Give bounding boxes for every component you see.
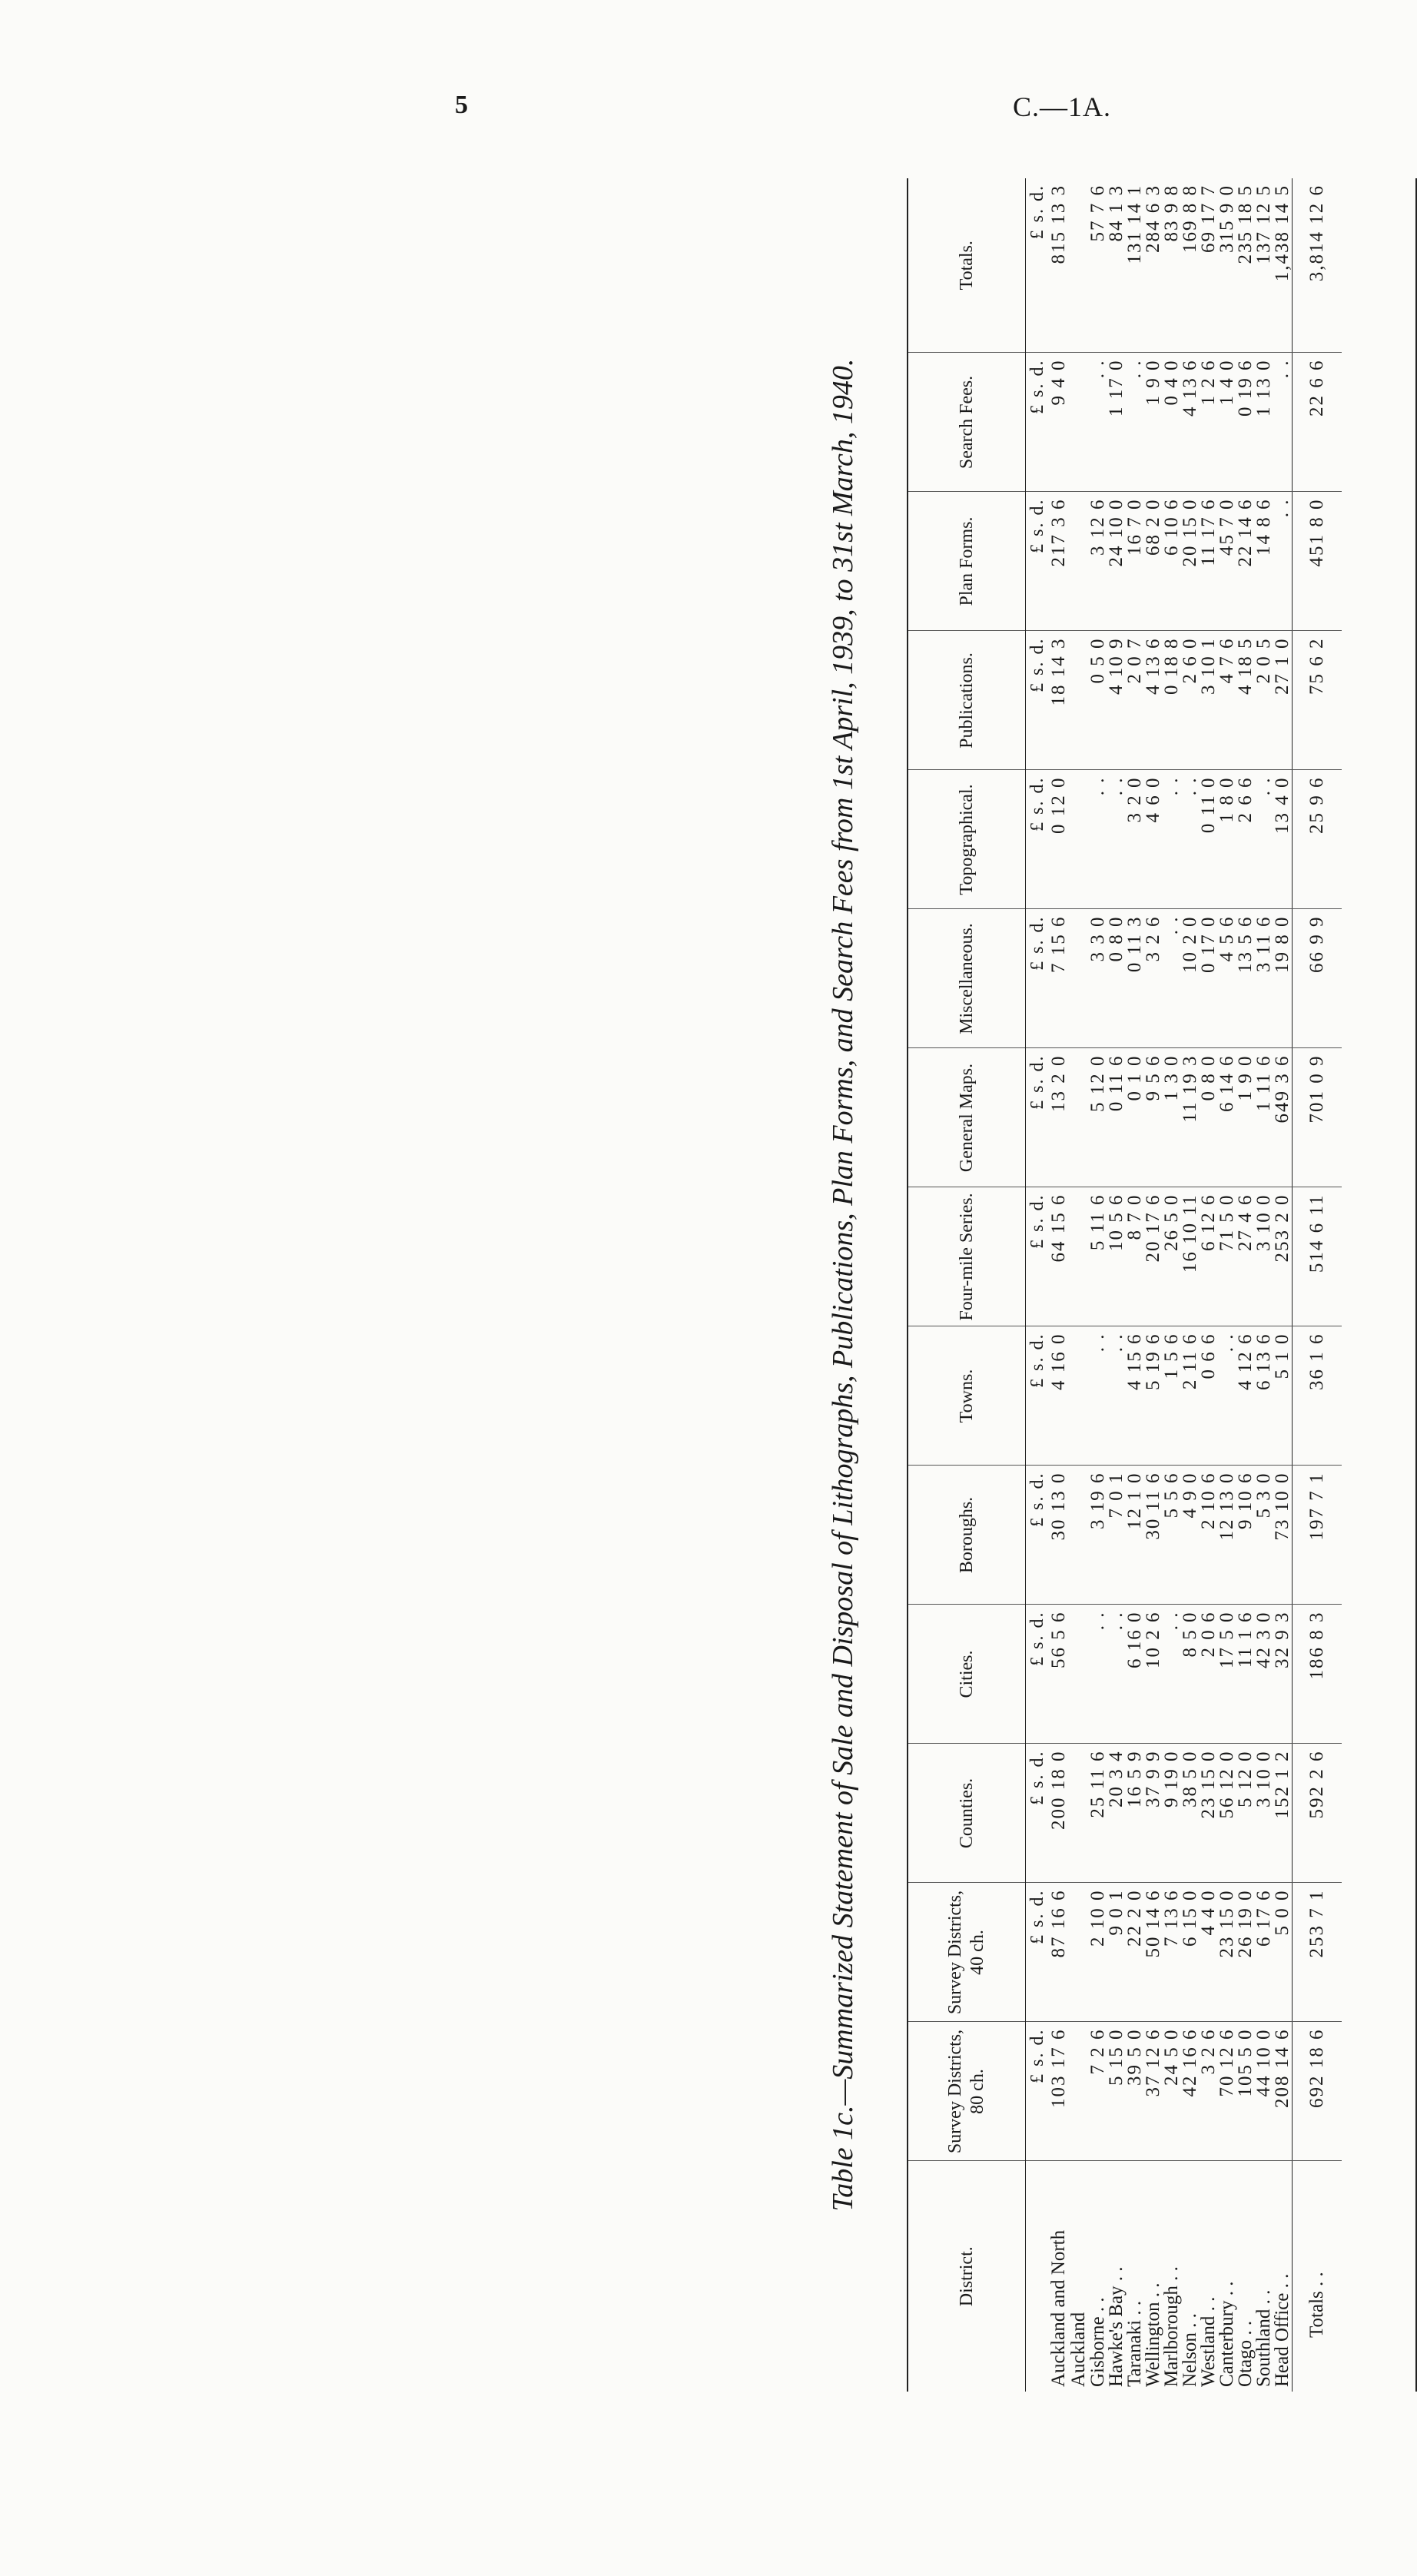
value-cell: 5 12 0 (1236, 1744, 1255, 1883)
value-cell: 44 10 0 (1255, 2022, 1273, 2161)
value-cell: 20 17 6 (1144, 1187, 1163, 1326)
district-cell: Westland . . (1200, 2161, 1218, 2392)
value-cell: 8 5 0 (1181, 1605, 1200, 1744)
value-cell: 235 18 5 (1235, 184, 1256, 264)
table-row (1200, 178, 1218, 2392)
value-cell: . . (1273, 492, 1293, 631)
value-cell: 64 15 6 (1049, 1187, 1089, 1326)
value-cell: 6 14 6 (1218, 1048, 1236, 1187)
value-cell: 5 15 0 (1107, 2022, 1126, 2161)
value-cell: 4 15 6 (1126, 1326, 1144, 1466)
value-cell: 3 10 0 (1255, 1744, 1273, 1883)
value-cell: 25 11 6 (1089, 1744, 1107, 1883)
value-cell: 3 2 6 (1200, 2022, 1218, 2161)
value-cell: 4 7 6 (1218, 631, 1236, 770)
table-container (907, 178, 1417, 2392)
sheet-reference: C.—1A. (1013, 91, 1112, 122)
district-cell: Gisborne . . (1089, 2161, 1107, 2392)
table-row (1049, 178, 1089, 2392)
value-cell: 7 13 6 (1163, 1883, 1181, 2022)
value-cell: 16 10 11 (1181, 1187, 1200, 1326)
value-cell: 6 17 6 (1255, 1883, 1273, 2022)
units-cell: £ s. d. (1027, 184, 1047, 240)
value-cell: 87 16 6 (1049, 1883, 1089, 2022)
value-cell: 26 19 0 (1236, 1883, 1255, 2022)
value-cell: 7 15 6 (1049, 909, 1089, 1048)
units-cell: £ s. d. (1026, 1744, 1050, 1883)
value-cell: . . (1163, 770, 1181, 909)
value-cell: 56 5 6 (1049, 1605, 1089, 1744)
units-cell: £ s. d. (1026, 1605, 1050, 1744)
value-cell: 24 5 0 (1163, 2022, 1181, 2161)
value-cell: 2 0 7 (1126, 631, 1144, 770)
value-cell: 0 8 0 (1200, 1048, 1218, 1187)
value-cell: 3 10 1 (1200, 631, 1218, 770)
col-header-general-maps: General Maps. (908, 1048, 1026, 1187)
table-row (1144, 178, 1163, 2392)
value-cell: . . (1107, 1326, 1126, 1466)
value-cell: 1 9 0 (1236, 1048, 1255, 1187)
value-cell: 105 5 0 (1236, 2022, 1255, 2161)
value-cell: 1 11 6 (1255, 1048, 1273, 1187)
district-cell: Hawke's Bay . . (1107, 2161, 1126, 2392)
rotated-table-block (807, 178, 1410, 2392)
value-cell: 103 17 6 (1049, 2022, 1089, 2161)
value-cell: 14 8 6 (1255, 492, 1273, 631)
value-cell: 815 13 3 (1048, 184, 1069, 264)
value-cell: 4 12 6 (1236, 1326, 1255, 1466)
value-cell: 0 18 8 (1163, 631, 1181, 770)
value-cell: 13 2 0 (1049, 1048, 1089, 1187)
value-cell: 253 2 0 (1273, 1187, 1293, 1326)
value-cell: 1 9 0 (1144, 353, 1163, 492)
value-cell: 5 19 6 (1144, 1326, 1163, 1466)
units-cell: £ s. d. (1026, 353, 1050, 492)
col-header-search-fees: Search Fees. (908, 353, 1026, 492)
value-cell: 20 15 0 (1181, 492, 1200, 631)
value-cell: . . (1218, 1326, 1236, 1466)
value-cell: 9 4 0 (1049, 353, 1089, 492)
value-cell: . . (1181, 770, 1200, 909)
value-cell: 5 1 0 (1273, 1326, 1293, 1466)
units-cell: £ s. d. (1026, 492, 1050, 631)
value-cell: 284 6 3 (1143, 184, 1163, 253)
units-cell: £ s. d. (1026, 1187, 1050, 1326)
value-cell: 26 5 0 (1163, 1187, 1181, 1326)
value-cell: 2 10 6 (1200, 1466, 1218, 1605)
value-cell: 27 1 0 (1273, 631, 1293, 770)
value-cell: 57 7 6 (1087, 184, 1108, 242)
value-cell: 68 2 0 (1144, 492, 1163, 631)
value-cell: 1 2 6 (1200, 353, 1218, 492)
value-cell: 1 8 0 (1218, 770, 1236, 909)
value-cell: 22 2 0 (1126, 1883, 1144, 2022)
district-cell: Marlborough . . (1163, 2161, 1181, 2392)
units-cell: £ s. d. (1026, 1326, 1050, 1466)
value-cell: 9 10 6 (1236, 1466, 1255, 1605)
value-cell: . . (1089, 353, 1107, 492)
district-cell: Nelson . . (1181, 2161, 1200, 2392)
value-cell: 24 10 0 (1107, 492, 1126, 631)
value-cell: . . (1089, 1326, 1107, 1466)
units-cell: £ s. d. (1026, 1466, 1050, 1605)
table-row (1126, 178, 1144, 2392)
value-cell: 10 2 0 (1181, 909, 1200, 1048)
value-cell: . . (1163, 1605, 1181, 1744)
value-cell: 11 1 6 (1236, 1605, 1255, 1744)
value-cell: 7 0 1 (1107, 1466, 1126, 1605)
value-cell: 42 16 6 (1181, 2022, 1200, 2161)
value-cell: 70 12 6 (1218, 2022, 1236, 2161)
col-header-cities: Cities. (908, 1605, 1026, 1744)
value-cell: 2 6 6 (1236, 770, 1255, 909)
value-cell: 200 18 0 (1049, 1744, 1089, 1883)
value-cell: 13 4 0 (1273, 770, 1293, 909)
col-header-boroughs: Boroughs. (908, 1466, 1026, 1605)
col-header-sd80: Survey Districts, 80 ch. (908, 2022, 1026, 2161)
page-number: 5 (455, 91, 468, 119)
table-row (1273, 178, 1293, 2392)
col-header-totals: Totals. (908, 178, 1026, 353)
value-cell: 649 3 6 (1273, 1048, 1293, 1187)
value-cell: 84 1 3 (1106, 184, 1127, 242)
value-cell: . . (1126, 353, 1144, 492)
value-cell: 12 1 0 (1126, 1466, 1144, 1605)
value-cell: 39 5 0 (1126, 2022, 1144, 2161)
value-cell: 6 15 0 (1181, 1883, 1200, 2022)
totals-cell: 75 6 2 (1293, 631, 1342, 770)
totals-cell: 22 6 6 (1293, 353, 1342, 492)
value-cell: 0 4 0 (1163, 353, 1181, 492)
totals-row (1293, 178, 1342, 2392)
value-cell: 7 2 6 (1089, 2022, 1107, 2161)
district-cell: Head Office . . (1273, 2161, 1293, 2392)
value-cell: 4 5 6 (1218, 909, 1236, 1048)
value-cell: 0 12 0 (1049, 770, 1089, 909)
table-body (1026, 178, 1342, 2392)
col-header-district: District. (908, 2161, 1026, 2392)
totals-cell: 197 7 1 (1293, 1466, 1342, 1605)
value-cell: 0 1 0 (1126, 1048, 1144, 1187)
value-cell: 4 6 0 (1144, 770, 1163, 909)
district-cell: Canterbury . . (1218, 2161, 1236, 2392)
value-cell: 71 5 0 (1218, 1187, 1236, 1326)
value-cell: 1 5 6 (1163, 1326, 1181, 1466)
totals-cell: 701 0 9 (1293, 1048, 1342, 1187)
value-cell: 9 0 1 (1107, 1883, 1126, 2022)
units-cell: £ s. d. (1026, 770, 1050, 909)
value-cell: 169 8 8 (1180, 184, 1200, 253)
value-cell: 4 13 6 (1181, 353, 1200, 492)
value-cell: . . (1255, 770, 1273, 909)
value-cell: 50 14 6 (1144, 1883, 1163, 2022)
units-cell: £ s. d. (1026, 1048, 1050, 1187)
table-row (1255, 178, 1273, 2392)
totals-cell: 36 1 6 (1293, 1326, 1342, 1466)
totals-cell: 66 9 9 (1293, 909, 1342, 1048)
value-cell: 5 3 0 (1255, 1466, 1273, 1605)
value-cell: 56 12 0 (1218, 1744, 1236, 1883)
value-cell: 5 11 6 (1089, 1187, 1107, 1326)
value-cell: . . (1089, 770, 1107, 909)
totals-cell: 186 8 3 (1293, 1605, 1342, 1744)
district-cell: Wellington . . (1144, 2161, 1163, 2392)
value-cell: 9 5 6 (1144, 1048, 1163, 1187)
value-cell: 45 7 0 (1218, 492, 1236, 631)
value-cell: 4 18 5 (1236, 631, 1255, 770)
value-cell: 10 5 6 (1107, 1187, 1126, 1326)
value-cell: 30 11 6 (1144, 1466, 1163, 1605)
value-cell: 11 19 3 (1181, 1048, 1200, 1187)
value-cell: . . (1163, 909, 1181, 1048)
col-header-plan-forms: Plan Forms. (908, 492, 1026, 631)
value-cell: 2 0 5 (1255, 631, 1273, 770)
value-cell: 6 12 6 (1200, 1187, 1218, 1326)
col-header-miscellaneous: Miscellaneous. (908, 909, 1026, 1048)
value-cell: 20 3 4 (1107, 1744, 1126, 1883)
units-cell-blank (1026, 2161, 1050, 2392)
value-cell: 4 10 9 (1107, 631, 1126, 770)
value-cell: 3 19 6 (1089, 1466, 1107, 1605)
totals-cell: 253 7 1 (1293, 1883, 1342, 2022)
value-cell: 32 9 3 (1273, 1605, 1293, 1744)
value-cell: 19 8 0 (1273, 909, 1293, 1048)
value-cell: 2 6 0 (1181, 631, 1200, 770)
value-cell: 9 19 0 (1163, 1744, 1181, 1883)
value-cell: 3 12 6 (1089, 492, 1107, 631)
value-cell: 6 16 0 (1126, 1605, 1144, 1744)
units-cell: £ s. d. (1026, 909, 1050, 1048)
value-cell: 2 11 6 (1181, 1326, 1200, 1466)
value-cell: 18 14 3 (1049, 631, 1089, 770)
value-cell: 37 9 9 (1144, 1744, 1163, 1883)
col-header-topographical: Topographical. (908, 770, 1026, 909)
value-cell: 1 13 0 (1255, 353, 1273, 492)
value-cell: 2 10 0 (1089, 1883, 1107, 2022)
value-cell: 6 13 6 (1255, 1326, 1273, 1466)
header-row (908, 178, 1026, 2392)
col-header-counties: Counties. (908, 1744, 1026, 1883)
totals-cell: 514 6 11 (1293, 1187, 1342, 1326)
value-cell: 0 5 0 (1089, 631, 1107, 770)
value-cell: 3 2 6 (1144, 909, 1163, 1048)
totals-label: Totals . . (1293, 2161, 1342, 2392)
district-cell: Otago . . (1236, 2161, 1255, 2392)
value-cell: 4 9 0 (1181, 1466, 1200, 1605)
value-cell: 131 14 1 (1124, 184, 1145, 264)
table-row (1181, 178, 1200, 2392)
value-cell: 73 10 0 (1273, 1466, 1293, 1605)
value-cell: 3 3 0 (1089, 909, 1107, 1048)
value-cell: 3 10 0 (1255, 1187, 1273, 1326)
value-cell: 23 15 0 (1200, 1744, 1218, 1883)
value-cell: 208 14 6 (1273, 2022, 1293, 2161)
value-cell: 22 14 6 (1236, 492, 1255, 631)
district-cell: Southland . . (1255, 2161, 1273, 2392)
value-cell: 8 7 0 (1126, 1187, 1144, 1326)
value-cell: 217 3 6 (1049, 492, 1089, 631)
totals-cell: 692 18 6 (1293, 2022, 1342, 2161)
value-cell: 27 4 6 (1236, 1187, 1255, 1326)
value-cell: 6 10 6 (1163, 492, 1181, 631)
value-cell: 2 0 6 (1200, 1605, 1218, 1744)
value-cell: 0 8 0 (1107, 909, 1126, 1048)
value-cell: 4 16 0 (1049, 1326, 1089, 1466)
value-cell: 1 3 0 (1163, 1048, 1181, 1187)
value-cell: . . (1273, 353, 1293, 492)
value-cell: 315 9 0 (1216, 184, 1237, 253)
value-cell: 42 3 0 (1255, 1605, 1273, 1744)
value-cell: 0 11 6 (1107, 1048, 1126, 1187)
col-header-publications: Publications. (908, 631, 1026, 770)
value-cell: 17 5 0 (1218, 1605, 1236, 1744)
value-cell: 5 5 6 (1163, 1466, 1181, 1605)
value-cell: 5 0 0 (1273, 1883, 1293, 2022)
table-caption: Table 1c.—Summarized Statement of Sale and Disposal of Lithographs, Publications, Plan Forms, and Search Fees from 1st April, 1939, to 31st March, 1940. (827, 358, 859, 2212)
col-header-four-mile: Four-mile Series. (908, 1187, 1026, 1326)
value-cell: 152 1 2 (1273, 1744, 1293, 1883)
value-cell: 69 17 7 (1198, 184, 1219, 253)
value-cell: 12 13 0 (1218, 1466, 1236, 1605)
district-cell: Auckland and North Auckland (1049, 2161, 1089, 2392)
value-cell: 0 11 0 (1200, 770, 1218, 909)
value-cell: 11 17 6 (1200, 492, 1218, 631)
table-row (1163, 178, 1181, 2392)
col-header-sd40: Survey Districts, 40 ch. (908, 1883, 1026, 2022)
totals-cell: 3,814 12 6 (1293, 178, 1342, 353)
value-cell: 16 5 9 (1126, 1744, 1144, 1883)
value-cell: 0 19 6 (1236, 353, 1255, 492)
units-cell: £ s. d. (1026, 631, 1050, 770)
district-cell: Taranaki . . (1126, 2161, 1144, 2392)
value-cell: 1,438 14 5 (1272, 184, 1293, 282)
value-cell: . . (1089, 1605, 1107, 1744)
value-cell: 0 11 3 (1126, 909, 1144, 1048)
value-cell: . . (1107, 770, 1126, 909)
units-row (1026, 178, 1050, 2392)
table-row (1236, 178, 1255, 2392)
value-cell: 1 4 0 (1218, 353, 1236, 492)
value-cell: 0 17 0 (1200, 909, 1218, 1048)
value-cell: 38 5 0 (1181, 1744, 1200, 1883)
value-cell: 10 2 6 (1144, 1605, 1163, 1744)
value-cell: 23 15 0 (1218, 1883, 1236, 2022)
fees-table (908, 178, 1342, 2392)
value-cell: 1 17 0 (1107, 353, 1126, 492)
value-cell: 4 13 6 (1144, 631, 1163, 770)
units-cell: £ s. d. (1026, 2022, 1050, 2161)
value-cell: 5 12 0 (1089, 1048, 1107, 1187)
units-cell: £ s. d. (1026, 1883, 1050, 2022)
value-cell: 4 4 0 (1200, 1883, 1218, 2022)
table-row (1107, 178, 1126, 2392)
value-cell: 137 12 5 (1253, 184, 1274, 264)
value-cell: 3 11 6 (1255, 909, 1273, 1048)
value-cell: 37 12 6 (1144, 2022, 1163, 2161)
totals-cell: 592 2 6 (1293, 1744, 1342, 1883)
totals-cell: 25 9 6 (1293, 770, 1342, 909)
value-cell: 13 5 6 (1236, 909, 1255, 1048)
value-cell: 30 13 0 (1049, 1466, 1089, 1605)
value-cell: 16 7 0 (1126, 492, 1144, 631)
table-row (1089, 178, 1107, 2392)
value-cell: 3 2 0 (1126, 770, 1144, 909)
value-cell: . . (1107, 1605, 1126, 1744)
table-row (1218, 178, 1236, 2392)
totals-cell: 451 8 0 (1293, 492, 1342, 631)
value-cell: 0 6 6 (1200, 1326, 1218, 1466)
col-header-towns: Towns. (908, 1326, 1026, 1466)
value-cell: 83 9 8 (1161, 184, 1182, 242)
